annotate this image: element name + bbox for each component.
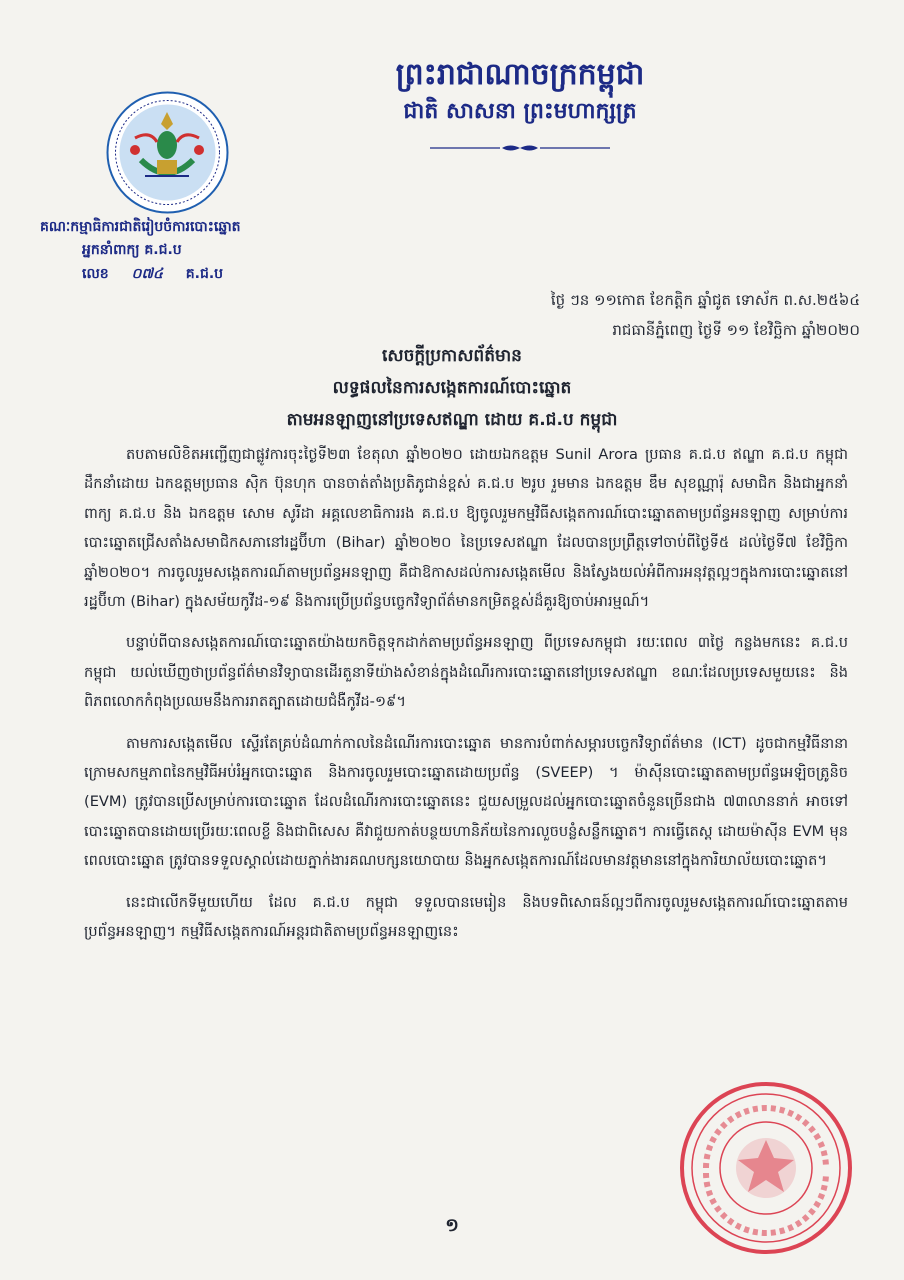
organization-name: គណៈកម្មាធិការជាតិរៀបចំការបោះឆ្នោត <box>40 219 241 235</box>
paragraph-2: បន្ទាប់ពីបានសង្កេតការណ៍បោះឆ្នោតយ៉ាងយកចិត្តទុកដាក់តាមប្រព័ន្ធអនឡាញ ពីប្រទេសកម្ពុជា រយៈពេល ៣ថ្ងៃ កន្លងមកនេះ គ.ជ.ប កម្ពុជា យល់ឃើញថាប្រព័ន្ធព័ត៌មានវិទ្យាបានដើរតួនាទីយ៉ាងសំខាន់ក្នុងដំណើរការបោះឆ្នោតនៅប្រទេសឥណ្ឌា ខណៈដែលប្រទេសមួយនេះ និងពិភពលោកកំពុងប្រឈមនឹងការរាតត្បាតដោយជំងឺកូវីដ-១៩។ <box>84 634 848 711</box>
kingdom-header <box>300 55 740 129</box>
ornament-divider <box>430 143 610 153</box>
paragraph-3: តាមការសង្កេតមើល ស្ទើរតែគ្រប់ដំណាក់កាលនៃដំណើរការបោះឆ្នោត មានការបំពាក់សម្ភារបច្ចេកវិទ្យាព័ត៌មាន (ICT) ដូចជាកម្មវិធីនានាក្រោមសកម្មភាពនៃកម្មវិធីអប់រំអ្នកបោះឆ្នោត និងការចូលរួមបោះឆ្នោតដោយប្រព័ន្ធ (SVEEP) ។ ម៉ាស៊ីនបោះឆ្នោតតាមប្រព័ន្ធអេឡិចត្រូនិច (EVM) ត្រូវបានប្រើសម្រាប់ការបោះឆ្នោត ដែលដំណើរការបោះឆ្នោតនេះ ជួយសម្រួលដល់អ្នកបោះឆ្នោតចំនួនច្រើនជាង ៧៣លាននាក់ អាចទៅបោះឆ្នោតបានដោយប្រើរយៈពេលខ្លី និងជាពិសេស គឺវាជួយកាត់បន្ថយហានិភ័យនៃការលួចបន្លំសន្លឹកឆ្នោត។ ការធ្វើតេស្ត ដោយម៉ាស៊ីន EVM មុនពេលបោះឆ្នោត ត្រូវបានទទួលស្គាល់ដោយភ្នាក់ងារគណបក្សនយោបាយ និងអ្នកសង្កេតការណ៍ដែលមានវត្តមាននៅក្នុងការិយាល័យបោះឆ្នោត។ <box>84 734 848 870</box>
solar-date: រាជធានីភ្នំពេញ ថ្ងៃទី ១១ ខែវិច្ឆិកា ឆ្នាំ២០២០ <box>612 321 860 339</box>
title-line-3: តាមអនឡាញនៅប្រទេសឥណ្ឌា ដោយ គ.ជ.ប កម្ពុជា <box>286 410 618 430</box>
date-block <box>551 285 860 345</box>
reference-label: លេខ <box>82 266 109 282</box>
document-title <box>0 340 904 436</box>
organization-block <box>40 216 241 286</box>
spokesperson-label: អ្នកនាំពាក្យ គ.ជ.ប <box>82 242 182 258</box>
document-body <box>84 440 848 947</box>
title-line-1: សេចក្តីប្រកាសព័ត៌មាន <box>382 346 522 366</box>
nec-logo-icon <box>105 90 230 215</box>
reference-suffix: គ.ជ.ប <box>185 266 224 282</box>
page-number: ១ <box>445 1215 459 1236</box>
reference-line <box>40 262 241 286</box>
reference-number: ០៧៤ <box>131 266 163 282</box>
paragraph-1: តបតាមលិខិតអញ្ជើញជាផ្លូវការចុះថ្ងៃទី២៣ ខែតុលា ឆ្នាំ២០២០ ដោយឯកឧត្តម Sunil Arora ប្រធាន គ.ជ.ប ឥណ្ឌា គ.ជ.ប កម្ពុជា ដឹកនាំដោយ ឯកឧត្តមប្រធាន ស៊ិក ប៊ុនហុក បានចាត់តាំងប្រតិភូជាន់ខ្ពស់ គ.ជ.ប ២រូប រួមមាន ឯកឧត្តម ឌឹម សុខណ្ណារ៉ុ សមាជិក និងជាអ្នកនាំពាក្យ គ.ជ.ប និង ឯកឧត្តម សោម សូរីដា អគ្គលេខាធិការរង គ.ជ.ប ឱ្យចូលរួមកម្មវិធីសង្កេតការណ៍បោះឆ្នោតតាមប្រព័ន្ធអនឡាញ សម្រាប់ការបោះឆ្នោតជ្រើសតាំងសមាជិកសភានៅរដ្ឋប៊ីហា (Bihar) ឆ្នាំ២០២០ នៃប្រទេសឥណ្ឌា ដែលបានប្រព្រឹត្តទៅចាប់ពីថ្ងៃទី៥ ដល់ថ្ងៃទី៧ ខែវិច្ឆិកា ឆ្នាំ២០២០។ ការចូលរួមសង្កេតការណ៍តាមប្រព័ន្ធអនឡាញ គឺជាឱកាសដល់ការសង្កេតមើល និងស្វែងយល់អំពីការអនុវត្តល្អៗក្នុងការបោះឆ្នោតនៅរដ្ឋប៊ីហា (Bihar) ក្នុងសម័យកូវីដ-១៩ និងការប្រើប្រព័ន្ធបច្ចេកវិទ្យាព័ត៌មានកម្រិតខ្ពស់ដ៏គួរឱ្យចាប់អារម្មណ៍។ <box>84 446 848 611</box>
paragraph-4: នេះជាលើកទីមួយហើយ ដែល គ.ជ.ប កម្ពុជា ទទួលបានមេរៀន និងបទពិសោធន៍ល្អៗពីការចូលរួមសង្កេតការណ៍បោះឆ្នោតតាមប្រព័ន្ធអនឡាញ។ កម្មវិធីសង្កេតការណ៍អន្តរជាតិតាមប្រព័ន្ធអនឡាញនេះ <box>84 893 848 941</box>
lunar-date: ថ្ងៃ ៗន ១១កោត ខែកត្តិក ឆ្នាំជូត ទោស័ក ព.ស.២៥៦៤ <box>550 291 860 309</box>
title-line-2: លទ្ធផលនៃការសង្កេតការណ៍បោះឆ្នោត <box>332 378 572 398</box>
kingdom-motto: ជាតិ សាសនា ព្រះមហាក្សត្រ <box>403 99 637 124</box>
kingdom-title: ព្រះរាជាណាចក្រកម្ពុជា <box>395 57 645 92</box>
